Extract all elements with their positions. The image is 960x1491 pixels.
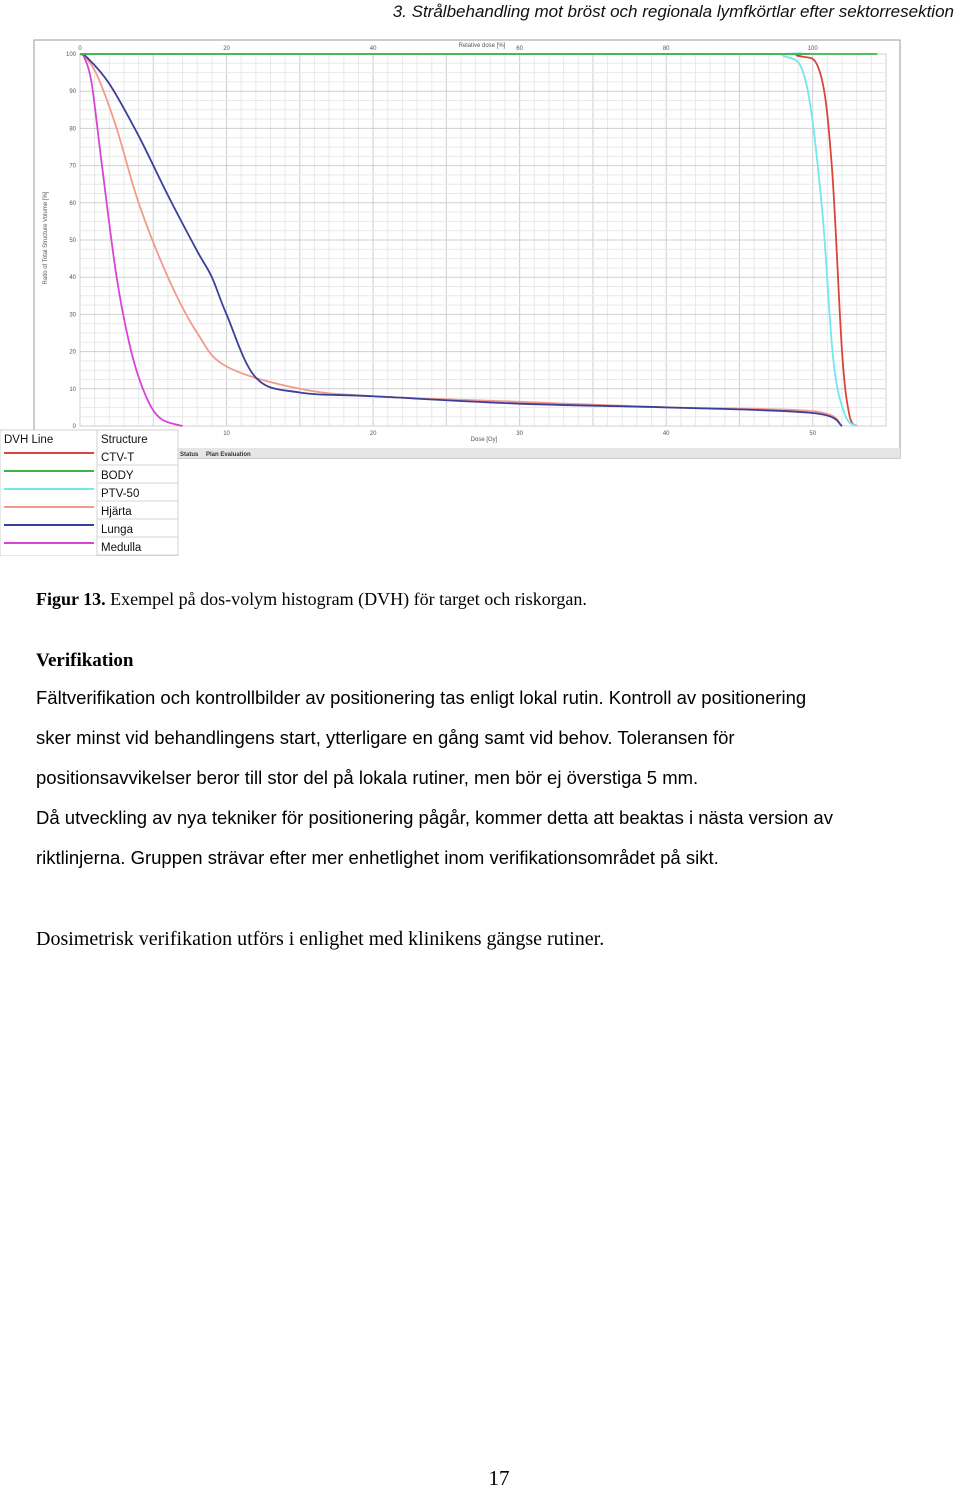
paragraph-verification [36, 678, 960, 878]
y-axis-title: Ratio of Total Structure Volume [%] [43, 191, 49, 285]
x2-tick-label: 20 [223, 46, 230, 52]
tab-status[interactable]: Status [180, 452, 199, 458]
page-number: 17 [488, 1466, 510, 1490]
dvh-figure [0, 36, 960, 556]
legend-header-line: DVH Line [4, 434, 54, 446]
dvh-chart [0, 36, 960, 556]
x-tick-label: 50 [809, 431, 817, 437]
y-tick-label: 0 [72, 424, 76, 430]
running-header: 3. Strålbehandling mot bröst och regionala lymfkörtlar efter sektorresektion [392, 2, 954, 21]
text-line: Dosimetrisk verifikation utförs i enlighet med klinikens gängse rutiner. [36, 928, 605, 950]
figure-caption [36, 589, 587, 610]
y-tick-label: 10 [69, 386, 76, 393]
x2-tick-label: 80 [662, 46, 670, 52]
x2-tick-label: 60 [516, 46, 523, 52]
y-tick-label: 60 [69, 200, 76, 207]
legend-item-label: Medulla [101, 542, 142, 554]
legend-item-label: PTV-50 [101, 488, 140, 500]
text-line: Då utveckling av nya tekniker för positionering pågår, kommer detta att beaktas i nästa version av [36, 807, 833, 828]
text-line: sker minst vid behandlingens start, ytterligare en gång samt vid behov. Toleransen för [36, 727, 735, 748]
x-tick-label: 30 [516, 431, 523, 437]
legend-header-structure: Structure [101, 434, 148, 446]
text-line: Fältverifikation och kontrollbilder av positionering tas enligt lokal rutin. Kontroll av positionering [36, 687, 807, 708]
y-tick-label: 100 [65, 52, 76, 58]
legend-item-label: BODY [101, 470, 134, 482]
legend-item-label: Lunga [101, 524, 133, 536]
caption-text: Exempel på dos-volym histogram (DVH) för target och riskorgan. [110, 589, 587, 609]
text-line: positionsavvikelser beror till stor del på lokala rutiner, men bör ej överstiga 5 mm. [36, 767, 699, 788]
legend-item-label: CTV-T [101, 452, 135, 464]
y-tick-label: 90 [69, 89, 76, 96]
y-tick-label: 50 [69, 238, 76, 244]
bottom-axis-title: Dose [Gy] [470, 437, 498, 443]
tab-strip [178, 448, 900, 458]
text-line: riktlinjerna. Gruppen strävar efter mer enhetlighet inom verifikationsområdet på sikt. [36, 847, 719, 868]
x-tick-label: 20 [369, 431, 377, 437]
caption-label: Figur 13. [36, 589, 106, 609]
y-tick-label: 70 [69, 163, 76, 170]
top-axis-title: Relative dose [%] [458, 43, 506, 49]
tab-plan-evaluation[interactable]: Plan Evaluation [206, 452, 251, 458]
x2-tick-label: 40 [369, 46, 377, 52]
section-heading: Verifikation [36, 650, 134, 671]
legend-item-label: Hjärta [101, 506, 132, 518]
x2-tick-label: 0 [78, 46, 82, 52]
y-tick-label: 30 [69, 312, 76, 319]
y-tick-label: 80 [69, 126, 76, 133]
x2-tick-label: 100 [807, 46, 818, 52]
y-tick-label: 20 [69, 349, 76, 356]
x-tick-label: 10 [223, 431, 230, 437]
x-tick-label: 40 [662, 431, 670, 437]
y-tick-label: 40 [69, 275, 76, 282]
grid-layer [80, 54, 886, 426]
paragraph-dosimetric [36, 919, 960, 959]
